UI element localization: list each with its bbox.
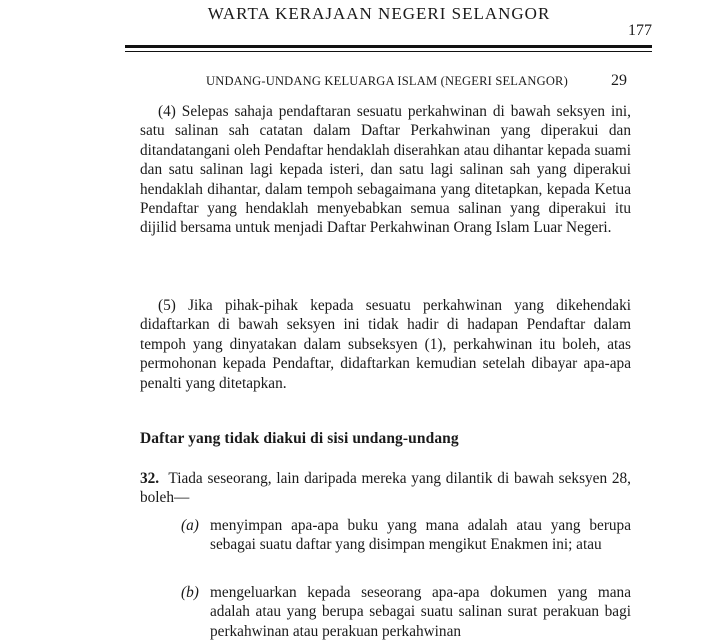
section-body: Tiada seseorang, lain daripada mereka yang dilantik di bawah seksyen 28, boleh— (140, 470, 631, 507)
list-item-label: (a) (181, 517, 199, 534)
paragraph-subsection-4: (4) Selepas sahaja pendaftaran sesuatu perkahwinan di bawah seksyen ini, satu salinan sah catatan dalam Daftar Perkahwinan yang diperakui dan ditandatangani oleh Pendaftar hendaklah diserahkan atau dihantar kepada suami dan satu salinan lagi kepada isteri, dan satu lagi salinan sah yang diperakui hendaklah dihantar, dalam tempoh sebagaimana yang ditetapkan, kepada Ketua Pendaftar yang hendaklah menyebabkan semua salinan yang diperakui itu dijilid bersama untuk menjadi Daftar Perkahwinan Orang Islam Luar Negeri. (140, 103, 631, 237)
list-item-b (181, 583, 631, 641)
list-item-text: menyimpan apa-apa buku yang mana adalah atau yang berupa sebagai suatu daftar yang disimpan mengikut Enakmen ini; atau (210, 517, 631, 554)
gazette-page-number: 177 (628, 22, 652, 39)
header-rule-thin (125, 51, 652, 52)
list-item-label: (b) (181, 584, 199, 601)
header-rule-thick (125, 45, 652, 48)
paragraph-subsection-5: (5) Jika pihak-pihak kepada sesuatu perkahwinan yang dikehendaki didaftarkan di bawah seksyen ini tidak hadir di hadapan Pendaftar dalam tempoh yang dinyatakan dalam subseksyen (1), perkahwinan itu boleh, atas permohonan kepada Pendaftar, didaftarkan kemudian setelah dibayar apa-apa penalti yang ditetapkan. (140, 297, 631, 392)
section-number: 32. (140, 470, 160, 487)
list-item-text: mengeluarkan kepada seseorang apa-apa dokumen yang mana adalah atau yang berupa sebagai suatu salinan surat perakuan bagi perkahwinan atau perakuan perkahwinan (210, 584, 631, 640)
gazette-title: WARTA KERAJAAN NEGERI SELANGOR (207, 4, 551, 23)
section-heading: Daftar yang tidak diakui di sisi undang-undang (140, 430, 459, 447)
running-header-page-number: 29 (611, 72, 627, 89)
list-item-a (181, 516, 631, 555)
section-32-text (140, 469, 631, 508)
running-header-title: UNDANG-UNDANG KELUARGA ISLAM (NEGERI SELANGOR) (206, 74, 568, 88)
